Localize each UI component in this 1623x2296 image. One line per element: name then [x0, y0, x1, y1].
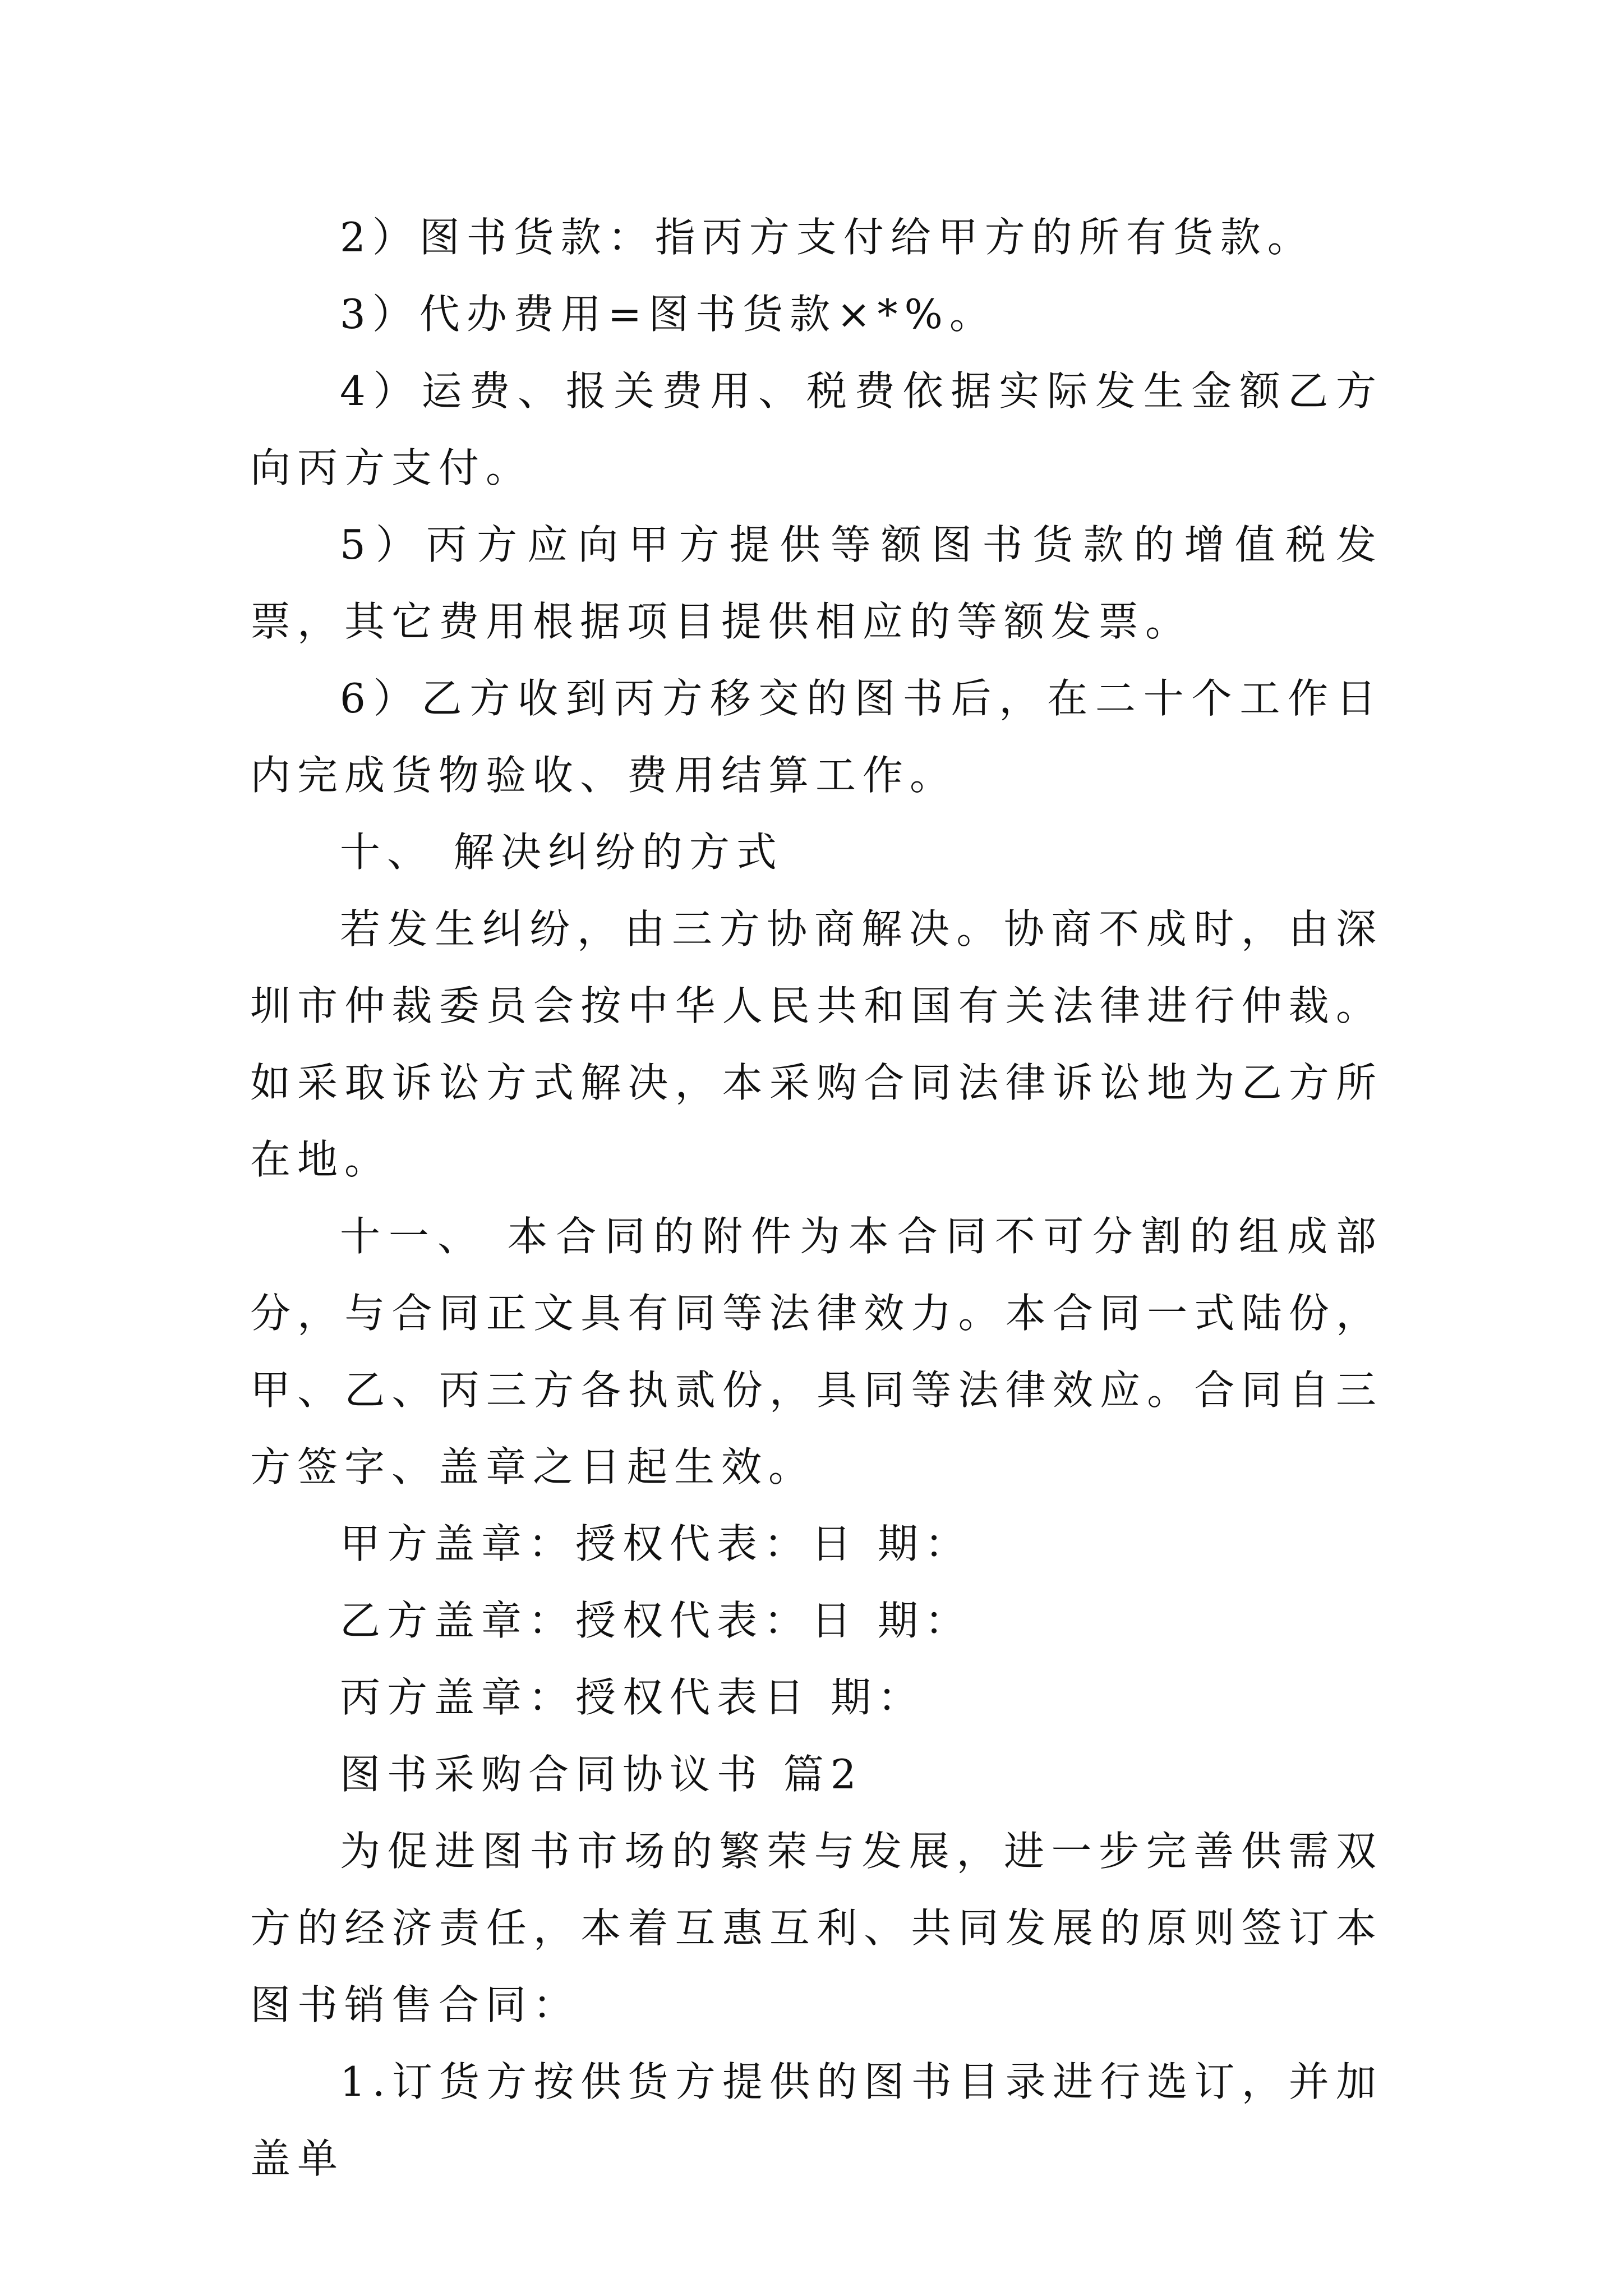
section-title-part2: 图书采购合同协议书 篇2: [340, 1751, 863, 1798]
paragraph-invoice: 5）丙方应向甲方提供等额图书货款的增值税发票，其它费用根据项目提供相应的等额发票。: [250, 521, 1383, 645]
paragraph-agency-fee: 3）代办费用=图书货款×*%。: [340, 291, 997, 338]
paragraph-attachments: 十一、 本合同的附件为本合同不可分割的组成部分，与合同正文具有同等法律效力。本合同一式陆份，甲、乙、丙三方各执贰份，具同等法律效应。合同自三方签字、盖章之日起生效。: [250, 1213, 1383, 1490]
paragraph-acceptance: 6）乙方收到丙方移交的图书后，在二十个工作日内完成货物验收、费用结算工作。: [250, 675, 1383, 799]
paragraph-contract-intro: 为促进图书市场的繁荣与发展，进一步完善供需双方的经济责任，本着互惠互利、共同发展的原则签订本图书销售合同：: [250, 1828, 1383, 2028]
paragraph-freight-tax: 4）运费、报关费用、税费依据实际发生金额乙方向丙方支付。: [250, 367, 1383, 491]
signature-line-party-c: 丙方盖章：授权代表日 期：: [340, 1674, 925, 1721]
paragraph-book-payment: 2）图书货款：指丙方支付给甲方的所有货款。: [340, 214, 1315, 261]
section-heading-dispute: 十、 解决纠纷的方式: [340, 829, 783, 876]
signature-line-party-a: 甲方盖章：授权代表：日 期：: [340, 1520, 972, 1567]
signature-line-party-b: 乙方盖章：授权代表：日 期：: [340, 1597, 972, 1644]
paragraph-dispute-resolution: 若发生纠纷，由三方协商解决。协商不成时，由深圳市仲裁委员会按中华人民共和国有关法律进行仲裁。如采取诉讼方式解决，本采购合同法律诉讼地为乙方所在地。: [250, 905, 1383, 1183]
document-body: [250, 199, 1383, 2197]
paragraph-clause-1: 1.订货方按供货方提供的图书目录进行选订，并加盖单: [250, 2058, 1383, 2182]
